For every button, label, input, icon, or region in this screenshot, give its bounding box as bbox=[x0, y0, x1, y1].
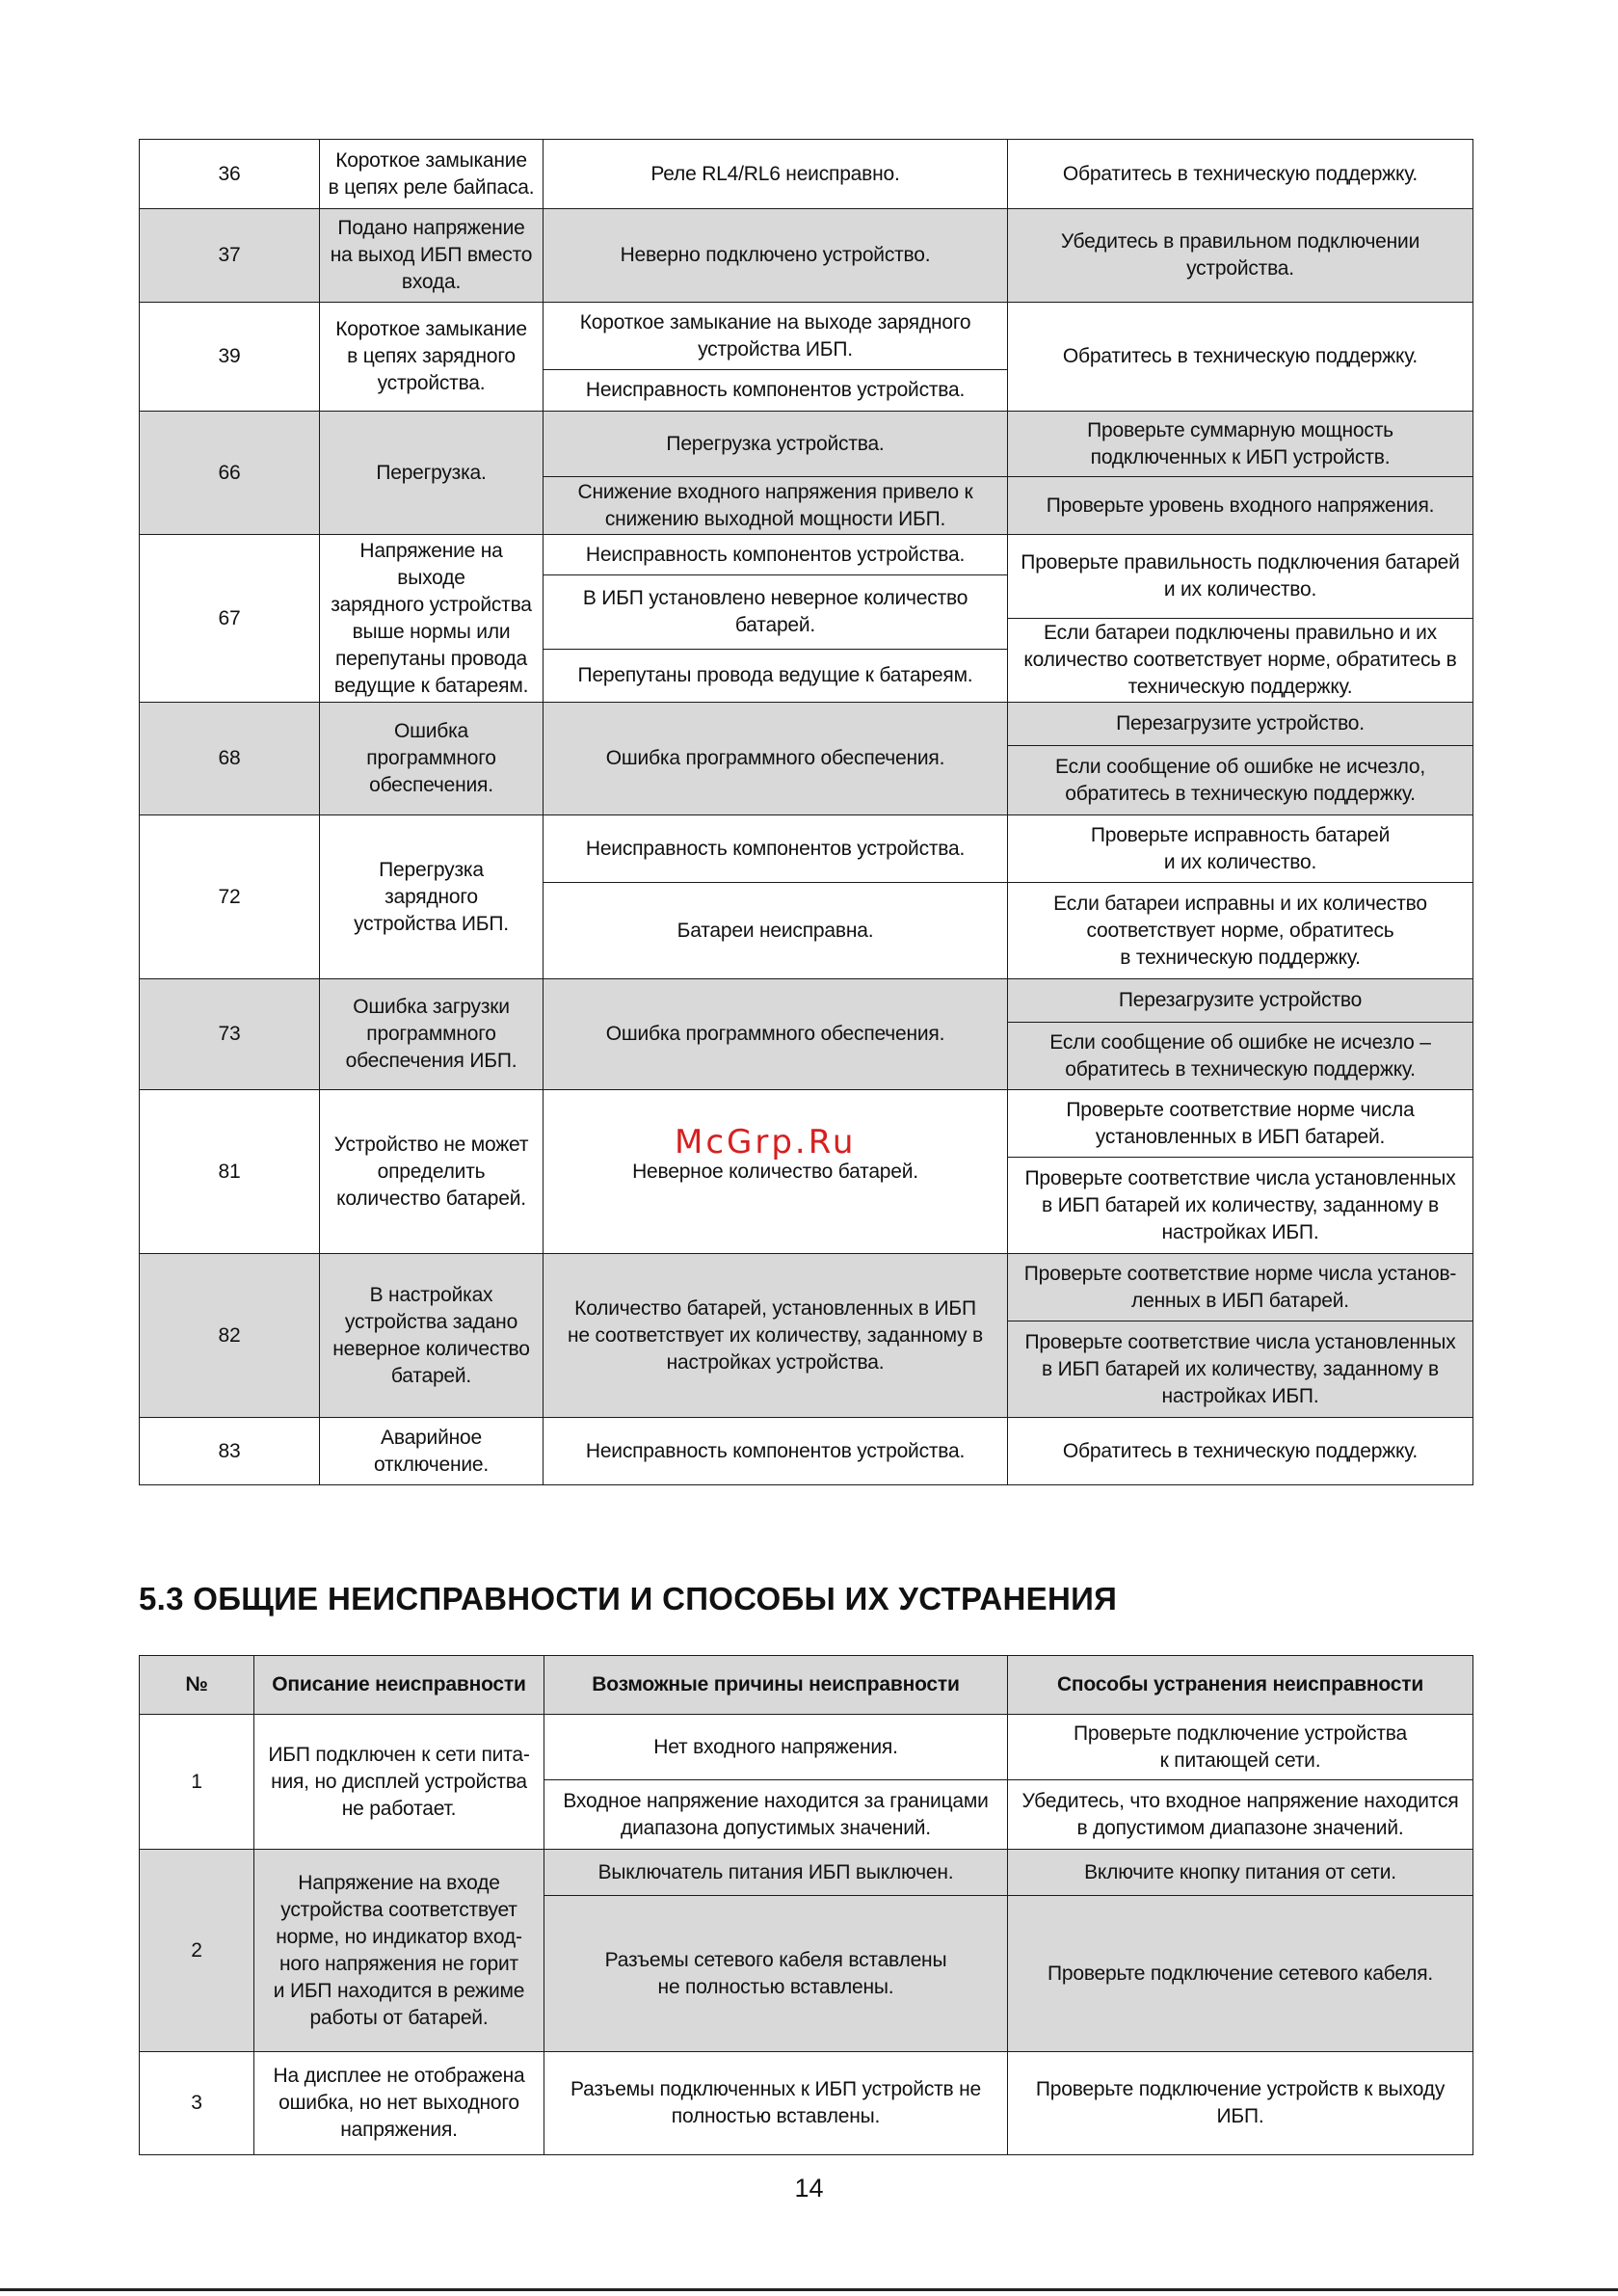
error-solution: Обратитесь в техническую поддержку. bbox=[1008, 1418, 1473, 1485]
fault-description: На дисплее не отображена ошибка, но нет выходного напряжения. bbox=[254, 2052, 544, 2155]
section-heading: 5.3 ОБЩИЕ НЕИСПРАВНОСТИ И СПОСОБЫ ИХ УСТРАНЕНИЯ bbox=[139, 1581, 1118, 1616]
watermark: McGrp.Ru bbox=[675, 1123, 857, 1161]
error-code: 37 bbox=[140, 209, 320, 303]
fault-solution: Проверьте подключение сетевого кабеля. bbox=[1008, 1896, 1473, 2052]
fault-cause: Разъемы подключенных к ИБП устройств не полностью вставлены. bbox=[544, 2052, 1008, 2155]
error-code: 36 bbox=[140, 140, 320, 209]
error-description: Ошибка программного обеспечения. bbox=[320, 703, 544, 815]
error-description: Устройство не может определить количество батарей. bbox=[320, 1090, 544, 1254]
error-solution: Если батареи исправны и их количество соответствует норме, обратитесь в техническую поддержку. bbox=[1008, 883, 1473, 979]
error-description: Короткое замыкание в цепях зарядного устройства. bbox=[320, 303, 544, 412]
fault-solution: Проверьте подключение устройства к питающей сети. bbox=[1008, 1715, 1473, 1780]
error-code: 73 bbox=[140, 979, 320, 1090]
error-solution: Проверьте соответствие числа установленных в ИБП батарей их количеству, заданному в настройках ИБП. bbox=[1008, 1158, 1473, 1254]
error-description: Напряжение на выходе зарядного устройства выше нормы или перепутаны провода ведущие к батареям. bbox=[320, 535, 544, 703]
fault-cause: Входное напряжение находится за границами диапазона допустимых значений. bbox=[544, 1780, 1008, 1850]
error-cause: Неисправность компонентов устройства. bbox=[544, 1418, 1008, 1485]
header-solutions: Способы устранения неисправности bbox=[1008, 1656, 1473, 1715]
error-solution: Обратитесь в техническую поддержку. bbox=[1008, 303, 1473, 412]
error-solution: Проверьте соответствие норме числа установленных в ИБП батарей. bbox=[1008, 1090, 1473, 1158]
error-solution: Перезагрузите устройство bbox=[1008, 979, 1473, 1023]
fault-code: 1 bbox=[140, 1715, 254, 1850]
fault-code: 3 bbox=[140, 2052, 254, 2155]
error-cause: Ошибка программного обеспечения. bbox=[544, 703, 1008, 815]
header-causes: Возможные причины неисправности bbox=[544, 1656, 1008, 1715]
error-cause: Количество батарей, установленных в ИБП не соответствует их количеству, заданному в настройках устройства. bbox=[544, 1254, 1008, 1418]
page-bottom-rule bbox=[0, 2288, 1618, 2291]
table-row bbox=[140, 140, 1473, 209]
general-faults-table bbox=[139, 1655, 1473, 2155]
error-cause: Неисправность компонентов устройства. bbox=[544, 815, 1008, 883]
header-description: Описание неисправности bbox=[254, 1656, 544, 1715]
error-cause: Перегрузка устройства. bbox=[544, 412, 1008, 477]
error-code: 82 bbox=[140, 1254, 320, 1418]
error-solution: Проверьте правильность подключения батарей и их количество. bbox=[1008, 535, 1473, 619]
error-cause: Перепутаны провода ведущие к батареям. bbox=[544, 650, 1008, 703]
error-solution: Если сообщение об ошибке не исчезло – обратитесь в техническую поддержку. bbox=[1008, 1023, 1473, 1090]
error-description: В настройках устройства задано неверное количество батарей. bbox=[320, 1254, 544, 1418]
error-cause: Неисправность компонентов устройства. bbox=[544, 370, 1008, 412]
error-code: 67 bbox=[140, 535, 320, 703]
table-row bbox=[140, 2052, 1473, 2155]
table-row bbox=[140, 1418, 1473, 1485]
error-cause: Реле RL4/RL6 неисправно. bbox=[544, 140, 1008, 209]
error-solution: Перезагрузите устройство. bbox=[1008, 703, 1473, 746]
error-solution: Проверьте исправность батарей и их количество. bbox=[1008, 815, 1473, 883]
fault-cause: Разъемы сетевого кабеля вставлены не полностью вставлены. bbox=[544, 1896, 1008, 2052]
error-code: 68 bbox=[140, 703, 320, 815]
error-solution: Проверьте уровень входного напряжения. bbox=[1008, 477, 1473, 535]
error-code: 81 bbox=[140, 1090, 320, 1254]
fault-solution: Включите кнопку питания от сети. bbox=[1008, 1850, 1473, 1896]
table-row bbox=[140, 535, 1473, 575]
error-cause: Неверно подключено устройство. bbox=[544, 209, 1008, 303]
page-number: 14 bbox=[794, 2174, 824, 2203]
fault-cause: Выключатель питания ИБП выключен. bbox=[544, 1850, 1008, 1896]
fault-cause: Нет входного напряжения. bbox=[544, 1715, 1008, 1780]
error-solution: Если батареи подключены правильно и их количество соответствует норме, обратитесь в техническую поддержку. bbox=[1008, 619, 1473, 703]
error-solution: Если сообщение об ошибке не исчезло, обратитесь в техническую поддержку. bbox=[1008, 746, 1473, 815]
error-code: 39 bbox=[140, 303, 320, 412]
error-description: Перегрузка зарядного устройства ИБП. bbox=[320, 815, 544, 979]
error-description: Подано напряжение на выход ИБП вместо входа. bbox=[320, 209, 544, 303]
table-row bbox=[140, 979, 1473, 1023]
error-cause: Ошибка программного обеспечения. bbox=[544, 979, 1008, 1090]
error-cause: Неверное количество батарей. bbox=[544, 1090, 1008, 1254]
table-row bbox=[140, 1850, 1473, 1896]
fault-solution: Проверьте подключение устройств к выходу ИБП. bbox=[1008, 2052, 1473, 2155]
fault-description: ИБП подключен к сети пита- ния, но дисплей устройства не работает. bbox=[254, 1715, 544, 1850]
error-solution: Убедитесь в правильном подключении устройства. bbox=[1008, 209, 1473, 303]
error-codes-table bbox=[139, 139, 1473, 1485]
error-description: Короткое замыкание в цепях реле байпаса. bbox=[320, 140, 544, 209]
fault-description: Напряжение на входе устройства соответствует норме, но индикатор вход- ного напряжения не горит и ИБП находится в режиме работы от батарей. bbox=[254, 1850, 544, 2052]
error-cause: Неисправность компонентов устройства. bbox=[544, 535, 1008, 575]
table-row bbox=[140, 209, 1473, 303]
error-cause: В ИБП установлено неверное количество батарей. bbox=[544, 575, 1008, 650]
error-cause: Снижение входного напряжения привело к снижению выходной мощности ИБП. bbox=[544, 477, 1008, 535]
error-description: Перегрузка. bbox=[320, 412, 544, 535]
error-cause: Батареи неисправна. bbox=[544, 883, 1008, 979]
error-cause: Короткое замыкание на выходе зарядного устройства ИБП. bbox=[544, 303, 1008, 370]
error-code: 72 bbox=[140, 815, 320, 979]
table-row bbox=[140, 1715, 1473, 1780]
header-number: № bbox=[140, 1656, 254, 1715]
table-row bbox=[140, 815, 1473, 883]
error-solution: Обратитесь в техническую поддержку. bbox=[1008, 140, 1473, 209]
table-row bbox=[140, 703, 1473, 746]
error-code: 83 bbox=[140, 1418, 320, 1485]
table-row bbox=[140, 1254, 1473, 1322]
fault-solution: Убедитесь, что входное напряжение находится в допустимом диапазоне значений. bbox=[1008, 1780, 1473, 1850]
table-header-row bbox=[140, 1656, 1473, 1715]
error-solution: Проверьте соответствие норме числа установ- ленных в ИБП батарей. bbox=[1008, 1254, 1473, 1322]
fault-code: 2 bbox=[140, 1850, 254, 2052]
table-row bbox=[140, 412, 1473, 477]
error-description: Ошибка загрузки программного обеспечения ИБП. bbox=[320, 979, 544, 1090]
error-code: 66 bbox=[140, 412, 320, 535]
error-description: Аварийное отключение. bbox=[320, 1418, 544, 1485]
table-row bbox=[140, 303, 1473, 370]
error-solution: Проверьте соответствие числа установленных в ИБП батарей их количеству, заданному в настройках ИБП. bbox=[1008, 1322, 1473, 1418]
error-solution: Проверьте суммарную мощность подключенных к ИБП устройств. bbox=[1008, 412, 1473, 477]
